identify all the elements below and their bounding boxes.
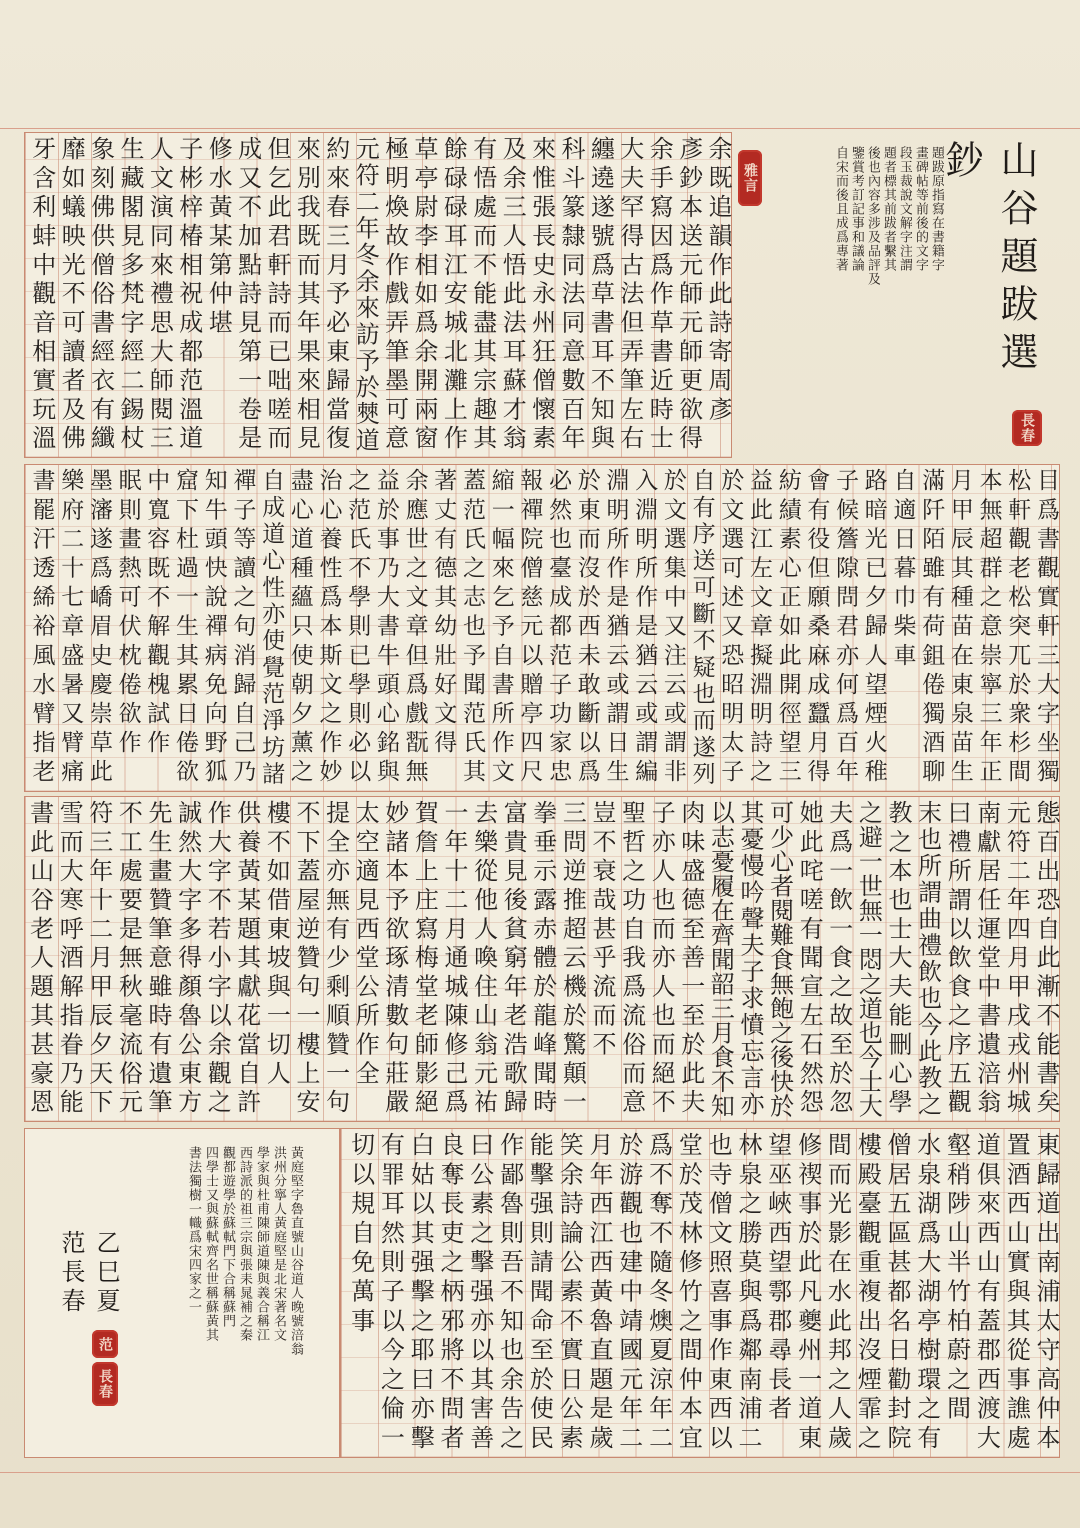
text-column: 切以規自免萬事 (346, 1132, 375, 1337)
biography-line: 四學士又與蘇軾齊名世稱蘇黃其 (203, 1146, 218, 1342)
text-column: 之范氏不學則已學則必以 (344, 468, 371, 788)
text-column: 象刻佛供僧俗書經衣有纖 (86, 136, 115, 454)
text-column: 富貴見後貧窮年老浩歌歸 (499, 800, 528, 1118)
text-column: 生藏閣見多梵字經二錫杖 (115, 136, 144, 454)
text-column: 置酒西山實與其從事譙處 (1002, 1132, 1031, 1454)
text-column: 爲不奪不隨冬燠夏涼年二 (644, 1132, 673, 1454)
text-column: 有罪耳然則子以今之倫一 (376, 1132, 405, 1454)
seal-top-left: 雅言 (738, 150, 762, 206)
text-column: 余手寫因爲作草書近時士 (645, 136, 674, 454)
text-column: 曰公素之擊强亦以其害善 (465, 1132, 494, 1454)
biography-line: 書法獨樹一幟爲宋四家之一 (186, 1146, 201, 1314)
text-column: 豈不衰哉甚乎流而不 (587, 800, 616, 1061)
text-column: 元符二年冬余來訪予於僰道 (351, 136, 380, 454)
text-column: 本無超群之意崇寧三年正 (975, 468, 1002, 788)
text-column: 妙諸本予欲琢清數句莊嚴 (380, 800, 409, 1118)
text-column: 月年西江西黃魯直題是歲 (584, 1132, 613, 1454)
note-line: 鑒賞考訂記事和議論 (849, 146, 864, 272)
note-line: 後也內容多涉及品評及 (865, 146, 880, 286)
text-column: 蓋范氏之志也予聞范氏其 (458, 468, 485, 788)
text-column: 治心養性爲本斯文之作妙 (315, 468, 342, 788)
text-column: 知牛頭快說禪病免向野狐 (200, 468, 227, 788)
text-column: 作大字不若小字以余觀之 (203, 800, 232, 1118)
text-column: 聖哲之功自我爲流俗而意 (617, 800, 646, 1118)
text-column: 科斗篆隸同法同意數百年 (556, 136, 585, 454)
text-column: 草亭尉李相如爲余開兩窗 (409, 136, 438, 454)
text-column: 入淵明所作是猶云或謂編 (631, 468, 658, 788)
top-rule (0, 128, 1080, 129)
text-column: 子亦人也而亦人也而絕不 (647, 800, 676, 1118)
page-title: 山谷題跋選鈔 (939, 140, 1038, 380)
text-column: 盡心道種蘊只使朝夕薰之 (286, 468, 313, 788)
text-column: 拳垂示露赤體於龍峰聞時 (528, 800, 557, 1118)
text-column: 窟下杜過一生其累日倦欲 (171, 468, 198, 788)
text-column: 三問逆推超云機於驚顛一 (558, 800, 587, 1118)
text-column: 堂於茂林修竹之間仲本宜 (674, 1132, 703, 1454)
note-line: 題者標其前跋者繫其 (881, 146, 896, 272)
text-column: 紡績素心正如此開徑望三 (774, 468, 801, 788)
text-column: 牙含利蚌中觀音相實玩溫 (27, 136, 56, 454)
text-column: 有悟處而不能盡其宗趣其 (468, 136, 497, 454)
biography-line: 觀都遊學於蘇軾門下合稱蘇門 (220, 1146, 235, 1328)
text-column: 修禊事於此凡夔州一道東 (793, 1132, 822, 1454)
text-column: 月甲辰其種苗在東泉苗生 (946, 468, 973, 788)
text-column: 子彬梓椿相祝成都范溫道 (174, 136, 203, 454)
text-column: 良奪長吏之柄邪將不問者 (435, 1132, 464, 1454)
text-column: 不下蓋屋逆贊句一樓上安 (291, 800, 320, 1118)
text-column: 極明煥故作戲弄筆墨可意 (380, 136, 409, 454)
text-column: 自有序送可斷不疑也而遂列 (688, 468, 715, 788)
text-column: 必然也臺成都范子功家忠 (545, 468, 572, 788)
note-line: 段玉裁說文解字注謂 (897, 146, 912, 272)
text-column: 供養黃某題其獻花當自許 (232, 800, 261, 1118)
text-column: 自適日暮巾柴車 (889, 468, 916, 672)
text-column: 南獻居任運堂中書遺涪翁 (972, 800, 1001, 1118)
text-column: 夫爲一飲一食之故至於忽 (824, 800, 853, 1118)
text-column: 教之本也士大夫能刪心學 (883, 800, 912, 1118)
text-column: 雪而大寒呼酒解指眷乃能 (55, 800, 84, 1118)
text-column: 大夫罕得古法但弄筆左右 (615, 136, 644, 454)
biography-line: 學家與杜甫陳師道陳與義合稱江 (254, 1146, 269, 1342)
text-column: 纏遶遂號爲草書耳不知與 (586, 136, 615, 454)
text-column: 但乞此君軒詩而已咄嗟而 (262, 136, 291, 454)
text-column: 可少心者閱難食無飽之後快於 (765, 800, 794, 1118)
note-line: 自宋而後且成爲專著 (833, 146, 848, 272)
text-column: 道俱來西山有蓋郡西渡大 (972, 1132, 1001, 1454)
text-column: 修水黃某第仲堪 (204, 136, 233, 339)
text-column: 來惟張長史永州狂僧懷素 (527, 136, 556, 454)
biography-line: 黃庭堅字魯直號山谷道人晚號涪翁 (288, 1146, 303, 1356)
text-column: 其憂慢吟聲夫子求憤忘言亦 (735, 800, 764, 1118)
text-column: 著丈有德其幼壯好文得 (430, 468, 457, 759)
text-column: 林泉之勝莫與爲鄰南浦二 (733, 1132, 762, 1454)
text-column: 淵明所作是猶云或謂日生 (602, 468, 629, 788)
text-column: 書罷汗透絺裕風水臂指老 (28, 468, 55, 788)
text-column: 報禪院僧慈元以贈亭四尺 (516, 468, 543, 788)
text-column: 於文選集中又注云或謂非 (659, 468, 686, 788)
text-column: 末也所謂曲禮飲也今此教之 (913, 800, 942, 1118)
text-column: 她此咤嗟有聞宣左石然怨 (795, 800, 824, 1118)
text-column: 壑稍陟山半竹柏蔚之間 (942, 1132, 971, 1425)
text-column: 益於事乃大書牛頭心銘與 (372, 468, 399, 788)
text-column: 於文選可述又恐昭明太子 (717, 468, 744, 788)
text-column: 符三年十二月甲辰夕天下 (84, 800, 113, 1118)
text-column: 目爲書觀實軒三大字坐獨 (1032, 468, 1059, 788)
text-column: 墨瀋遂爲嶠眉史慶崇草此 (85, 468, 112, 788)
text-column: 路暗光已夕歸人望煙火稚 (860, 468, 887, 788)
text-column: 禪子等讀之句消歸自己乃 (229, 468, 256, 788)
text-column: 曰禮所謂以飲食之序五觀 (943, 800, 972, 1118)
text-column: 成又不加點詩見第一卷是 (233, 136, 262, 454)
text-column: 之避一世無一悶之道也今士大 (854, 800, 883, 1118)
text-column: 肉味盛德至善一至於此夫 (676, 800, 705, 1118)
text-column: 一年十二月通城陳修己爲 (439, 800, 468, 1118)
note-line: 題跋原指寫在書籍字 (929, 146, 944, 272)
text-column: 作鄙魯則吾不知也余告之 (495, 1132, 524, 1454)
text-column: 元符二年四月甲戌戎州城 (1002, 800, 1031, 1118)
text-column: 靡如蟻映光不可讀者及佛 (57, 136, 86, 454)
text-column: 縮一幅來乞予自書所作文 (487, 468, 514, 788)
bottom-rule (0, 1472, 1080, 1473)
text-column: 於游觀也建中靖國元年二 (614, 1132, 643, 1454)
text-column: 人文演同來禮思大師閱三 (145, 136, 174, 454)
text-column: 不工處要是無秋毫流俗元 (114, 800, 143, 1118)
text-column: 間而光影在水此邦之人歲 (823, 1132, 852, 1454)
text-column: 及余三人悟此法耳蘇才翁 (498, 136, 527, 454)
text-column: 餘碌碌耳江安城北灘上作 (439, 136, 468, 454)
signature: 乙巳夏范長春 (57, 1230, 120, 1317)
text-column: 先生畫贊筆意雖時有遺筆 (143, 800, 172, 1118)
text-column: 提全亦無有少剩順贊一句 (321, 800, 350, 1118)
text-column: 態百出恐自此漸不能書矣 (1031, 800, 1060, 1118)
text-column: 白姑以其强擊之耶曰亦擊 (406, 1132, 435, 1454)
biography-line: 洪州分寧人黃庭堅是北宋著名文 (271, 1146, 286, 1342)
text-column: 余應世之文章但爲戲翫無 (401, 468, 428, 788)
text-column: 眠則畫熱可伏枕倦欲作 (114, 468, 141, 759)
text-column: 笑余詩論公素不實日公素 (555, 1132, 584, 1454)
text-column: 松軒觀老松突兀於衆杉間 (1004, 468, 1031, 788)
text-column: 子候簷隙問君亦何爲百年 (832, 468, 859, 788)
text-column: 於東而沒於西未敢斷以爲 (573, 468, 600, 788)
text-column: 來別我既而其年果來相見 (292, 136, 321, 454)
text-column: 滿阡陌雖有荷鉏倦獨酒聊 (918, 468, 945, 788)
text-column: 僧居五區甚都名日勸封院 (882, 1132, 911, 1454)
text-column: 樓不如借東坡與一切人 (262, 800, 291, 1090)
biography-line: 西詩派的祖三宗與張耒晁補之秦 (237, 1146, 252, 1342)
text-column: 約來春三月予必東歸當復 (321, 136, 350, 454)
text-column: 水泉湖爲大湖亭樹環之有 (912, 1132, 941, 1454)
seal-signature-1: 范 (92, 1330, 118, 1358)
text-column: 樂府二十七章盛暑又臂痛 (57, 468, 84, 788)
text-column: 太空適見西堂公所作全 (351, 800, 380, 1090)
text-column: 彥鈔本送元師元師更欲得 (674, 136, 703, 454)
text-column: 誠然大字多得顏魯公東方 (173, 800, 202, 1118)
seal-signature-2: 長春 (92, 1362, 118, 1406)
text-column: 也寺僧文照喜事作東西以 (704, 1132, 733, 1454)
text-column: 望巫峽西望鄠郡尋長者 (763, 1132, 792, 1425)
text-column: 書此山谷老人題其甚豪恩 (25, 800, 54, 1118)
text-column: 會有役但願桑麻成蠶月得 (803, 468, 830, 788)
text-column: 余既追韻作此詩寄周彥 (703, 136, 732, 426)
text-column: 以志憂履在齊聞韶三月食不知 (706, 800, 735, 1118)
text-column: 去樂從他人喚住山翁元祐 (469, 800, 498, 1118)
text-column: 能擊强則請聞命至於使民 (525, 1132, 554, 1454)
text-column: 益此江左文章擬淵明詩之 (745, 468, 772, 788)
text-column: 自成道心性亦使覺范淨坊諸 (258, 468, 285, 788)
seal-title: 長春 (1012, 410, 1042, 446)
note-line: 畫碑帖等前後的文字 (913, 146, 928, 272)
text-column: 東歸道出南浦太守高仲本 (1031, 1132, 1060, 1454)
text-column: 中寬容既不解觀槐試作 (143, 468, 170, 759)
text-column: 樓殿臺觀重複出沒煙霏之 (853, 1132, 882, 1454)
text-column: 賀詹上庄寫梅堂老師影絕 (410, 800, 439, 1118)
